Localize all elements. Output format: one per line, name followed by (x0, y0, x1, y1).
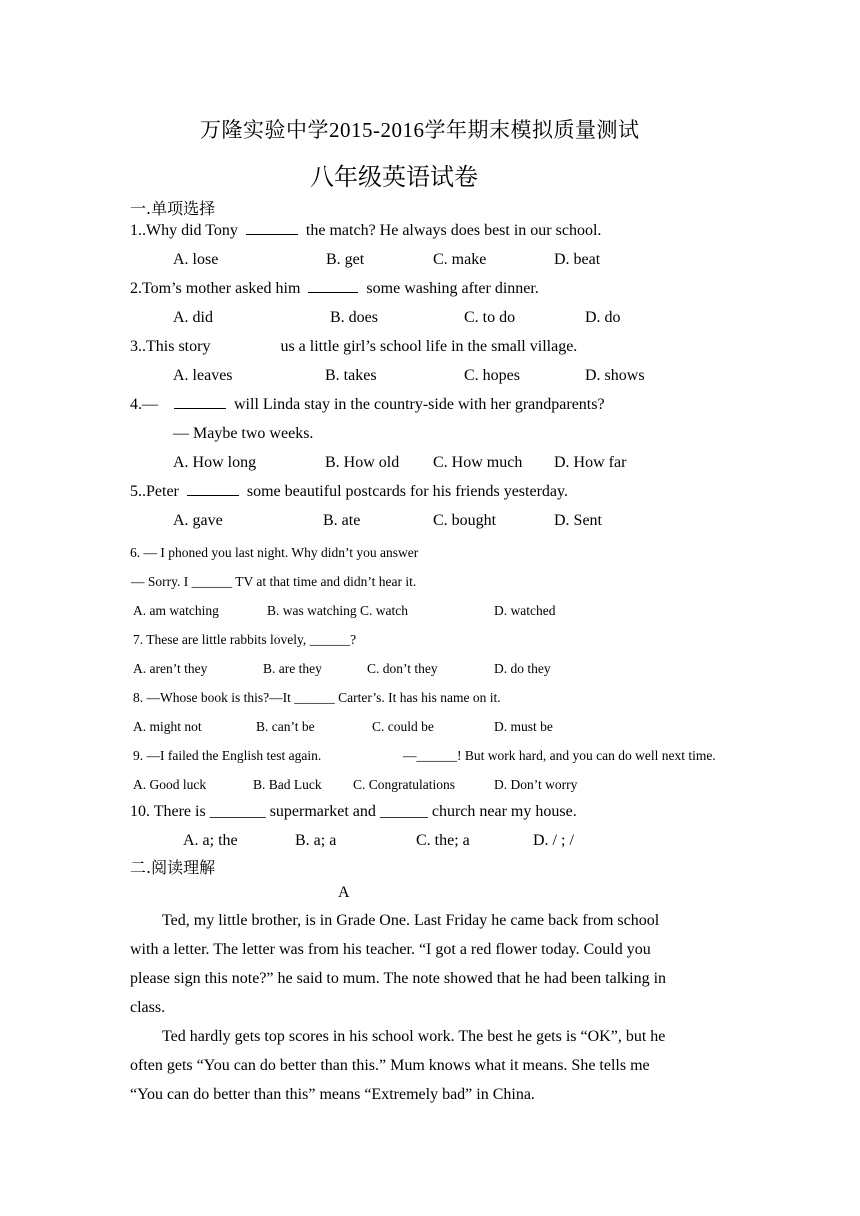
q2-option-a: A. did (173, 309, 213, 326)
question-6: 6. — I phoned you last night. Why didn’t you answer (130, 545, 419, 560)
passage-line: class. (130, 999, 166, 1016)
q3-option-a: A. leaves (173, 367, 233, 384)
question-5: 5..Peter some beautiful postcards for his friends yesterday. (130, 483, 568, 500)
q10-option-d: D. / ; / (533, 832, 574, 849)
q9-option-b: B. Bad Luck (253, 777, 322, 792)
q6-option-bc: B. was watching C. watch (267, 603, 408, 618)
passage-line: Ted hardly gets top scores in his school work. The best he gets is “OK”, but he (162, 1028, 666, 1045)
question-1: 1..Why did Tony the match? He always does best in our school. (130, 222, 602, 239)
q1-option-c: C. make (433, 251, 487, 268)
q3-option-b: B. takes (325, 367, 377, 384)
exam-title: 万隆实验中学2015-2016学年期末模拟质量测试 (200, 118, 640, 142)
answer-blank (187, 494, 239, 496)
q4-option-d: D. How far (554, 454, 627, 471)
question-2: 2.Tom’s mother asked him some washing after dinner. (130, 280, 539, 297)
question-8: 8. —Whose book is this?—It ______ Carter’s. It has his name on it. (133, 690, 501, 705)
exam-subtitle: 八年级英语试卷 (310, 163, 478, 191)
q1-option-a: A. lose (173, 251, 219, 268)
q10-option-b: B. a; a (295, 832, 337, 849)
q7-option-a: A. aren’t they (133, 661, 208, 676)
q8-option-a: A. might not (133, 719, 202, 734)
q8-option-c: C. could be (372, 719, 434, 734)
q4-option-c: C. How much (433, 454, 523, 471)
q2-option-d: D. do (585, 309, 621, 326)
answer-blank (246, 233, 298, 235)
q10-option-a: A. a; the (183, 832, 238, 849)
q10-option-c: C. the; a (416, 832, 470, 849)
q1-option-d: D. beat (554, 251, 601, 268)
q4-option-b: B. How old (325, 454, 400, 471)
q7-option-d: D. do they (494, 661, 551, 676)
q3-option-c: C. hopes (464, 367, 520, 384)
question-10: 10. There is _______ supermarket and ______ church near my house. (130, 803, 577, 820)
q3-option-d: D. shows (585, 367, 645, 384)
section-1-label: 一.单项选择 (130, 199, 216, 218)
question-9-reply: —______! But work hard, and you can do well next time. (403, 748, 716, 763)
question-9: 9. —I failed the English test again. (133, 748, 322, 763)
q2-option-c: C. to do (464, 309, 516, 326)
q6-option-d: D. watched (494, 603, 556, 618)
q8-option-d: D. must be (494, 719, 553, 734)
q8-option-b: B. can’t be (256, 719, 315, 734)
q4-answer: — Maybe two weeks. (173, 425, 314, 442)
q5-option-b: B. ate (323, 512, 361, 529)
answer-blank (174, 407, 226, 409)
section-2-label: 二.阅读理解 (130, 858, 216, 877)
q9-option-c: C. Congratulations (353, 777, 455, 792)
passage-line: with a letter. The letter was from his teacher. “I got a red flower today. Could you (130, 941, 651, 958)
passage-line: Ted, my little brother, is in Grade One. Last Friday he came back from school (162, 912, 660, 929)
passage-label: A (338, 884, 350, 901)
q5-option-c: C. bought (433, 512, 497, 529)
q9-option-d: D. Don’t worry (494, 777, 578, 792)
q2-option-b: B. does (330, 309, 378, 326)
q7-option-b: B. are they (263, 661, 322, 676)
passage-line: please sign this note?” he said to mum. The note showed that he had been talking in (130, 970, 667, 987)
question-4: 4.— will Linda stay in the country-side with her grandparents? (130, 396, 605, 413)
q1-option-b: B. get (326, 251, 365, 268)
q7-option-c: C. don’t they (367, 661, 438, 676)
answer-blank (308, 291, 358, 293)
q9-option-a: A. Good luck (133, 777, 207, 792)
passage-line: often gets “You can do better than this.” Mum knows what it means. She tells me (130, 1057, 650, 1074)
q6-option-a: A. am watching (133, 603, 219, 618)
question-7: 7. These are little rabbits lovely, ______? (133, 632, 357, 647)
question-6-line2: — Sorry. I ______ TV at that time and didn’t hear it. (131, 574, 417, 589)
question-3: 3..This story us a little girl’s school life in the small village. (130, 338, 578, 355)
q5-option-d: D. Sent (554, 512, 602, 529)
passage-line: “You can do better than this” means “Extremely bad” in China. (130, 1086, 535, 1103)
q4-option-a: A. How long (173, 454, 257, 471)
q5-option-a: A. gave (173, 512, 223, 529)
